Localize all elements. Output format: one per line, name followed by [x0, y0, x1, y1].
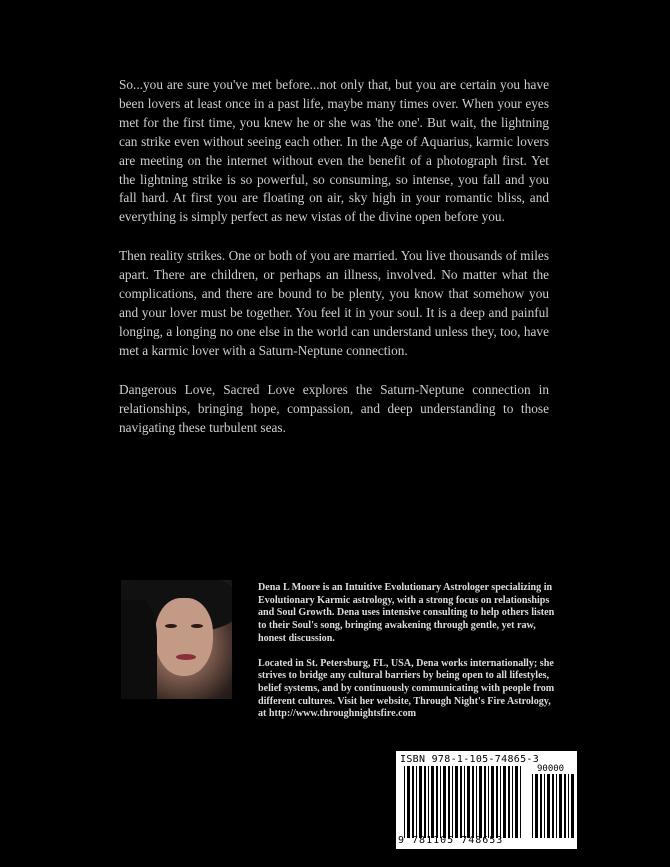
barcode-addon-bars — [532, 774, 574, 838]
author-bio-paragraph-1: Dena L Moore is an Intuitive Evolutionary Astrologer specializing in Evolutionary Karmic astrology, with a strong focus on relationships and Soul Growth. Dena uses intensive consulting to help others listen to their Soul's song, bringing awakening through gentle, yet raw, honest discussion. — [258, 582, 555, 644]
isbn-label: ISBN 978-1-105-74865-3 — [400, 754, 540, 765]
author-bio — [258, 582, 560, 733]
price-code-label: 90000 — [537, 764, 565, 774]
author-photo — [121, 580, 232, 699]
isbn-barcode — [396, 751, 577, 849]
barcode-bars — [404, 766, 521, 838]
blurb-paragraph-3: Dangerous Love, Sacred Love explores the Saturn-Neptune connection in relationships, bringing hope, compassion, and deep understanding to those navigating these turbulent seas. — [119, 381, 549, 435]
back-cover-blurb — [119, 76, 549, 457]
author-bio-paragraph-2: Located in St. Petersburg, FL, USA, Dena works internationally; she strives to bridge any cultural barriers by being open to all lifestyles, belief systems, and by continuously communicating with people from different cultures. Visit her website, Through Night's Fire Astrology, at http://www.throughnightsfire.com — [258, 657, 555, 720]
blurb-paragraph-2: Then reality strikes. One or both of you are married. You live thousands of miles apart. There are children, or perhaps an illness, involved. No matter what the complications, and there are bound to be plenty, you know that somehow you and your lover must be together. You feel it in your soul. It is a deep and painful longing, a longing no one else in the world can understand unless they, too, have met a karmic lover with a Saturn-Neptune connection. — [119, 248, 549, 358]
barcode-digits: 9 781105 748653 — [398, 835, 504, 846]
blurb-paragraph-1: So...you are sure you've met before...not only that, but you are certain you have been lovers at least once in a past life, maybe many times over. When your eyes met for the first time, you knew he or she was 'the one'. But wait, the lightning can strike even without seeing each other. In the Age of Aquarius, karmic lovers are meeting on the internet without even the benefit of a photograph first. Yet the lightning strike is so powerful, so consuming, so intense, you fall and you fall hard. At first you are floating on air, sky high in your romantic bliss, and everything is simply perfect as new vistas of the divine open before you. — [119, 77, 549, 225]
